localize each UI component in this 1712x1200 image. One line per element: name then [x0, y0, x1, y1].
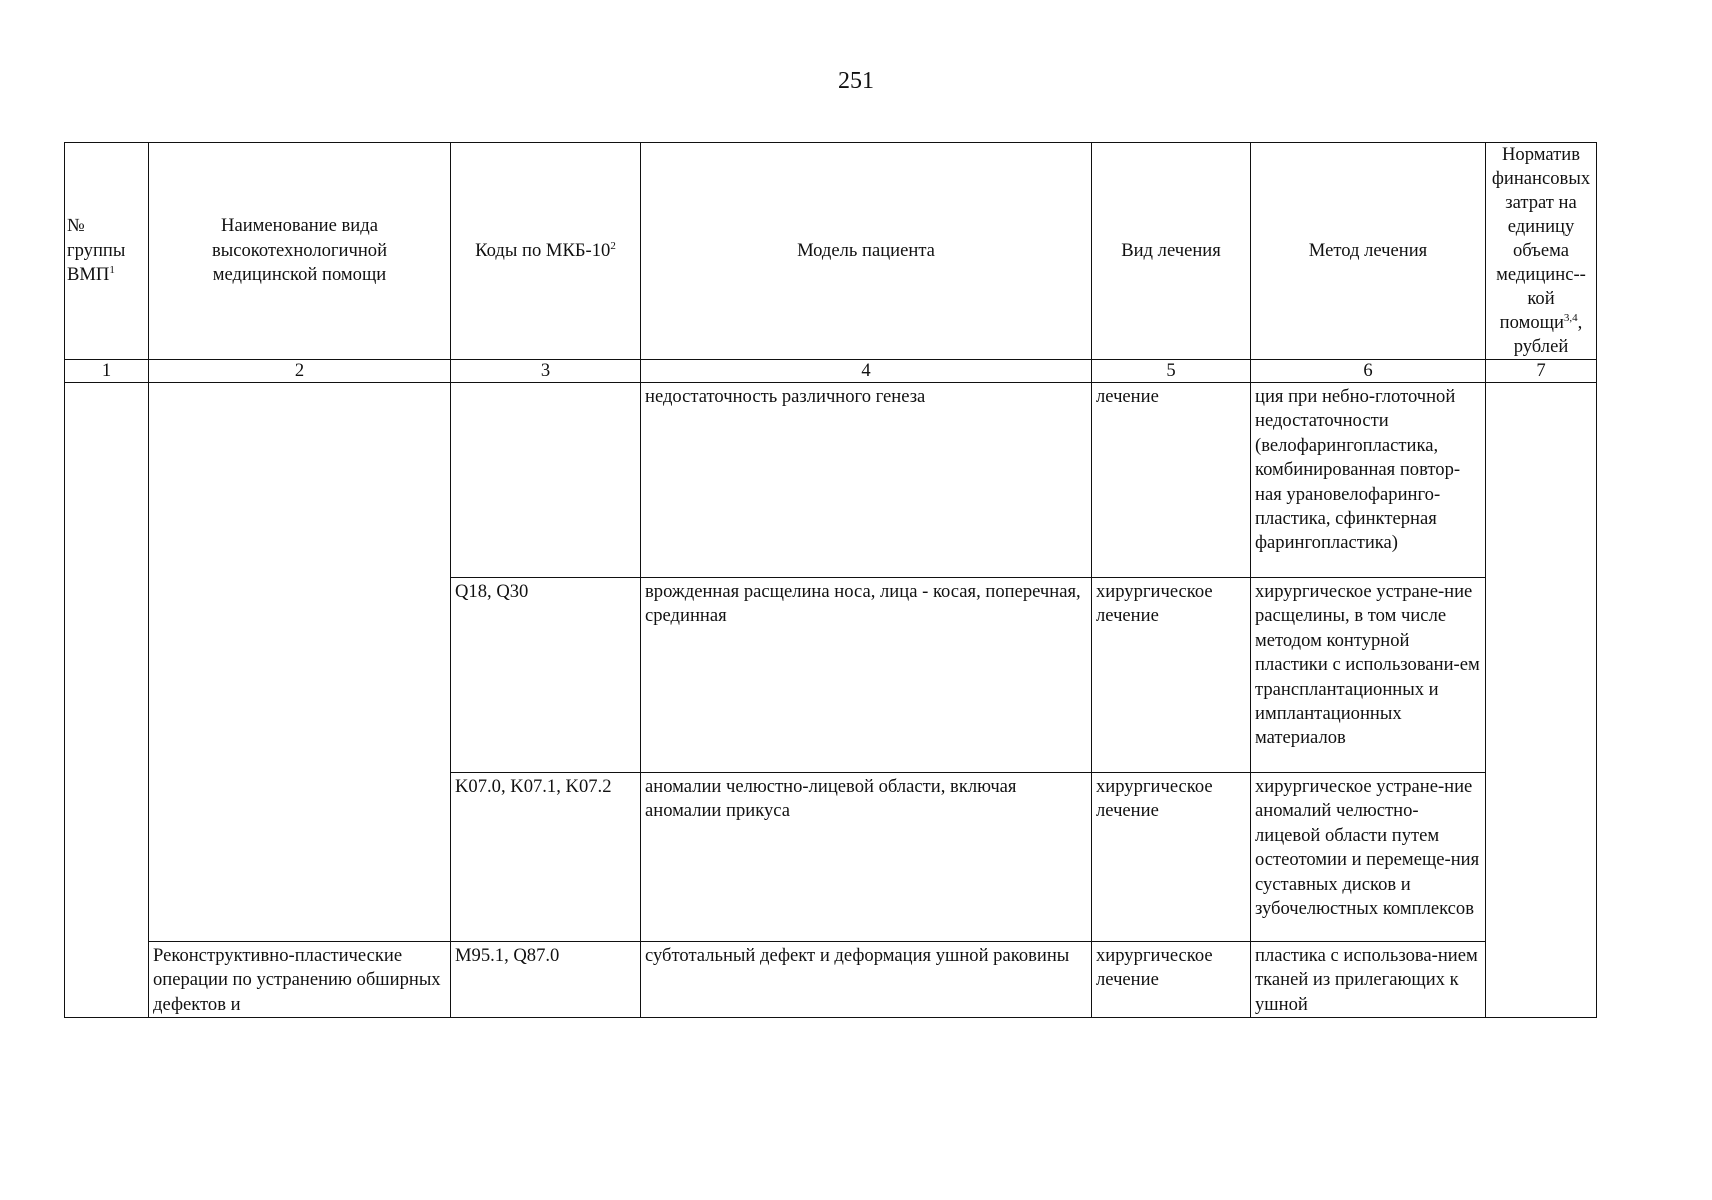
header-group-number: № группы ВМП$^1$	[65, 143, 149, 360]
vmp-table	[64, 142, 1597, 1018]
icd-codes-cell: M95.1, Q87.0	[451, 942, 641, 1018]
header-treatment-method: Метод лечения	[1251, 143, 1486, 360]
page-number: 251	[838, 68, 874, 94]
icd-codes-cell: Q18, Q30	[451, 578, 641, 773]
header-treatment-kind: Вид лечения	[1092, 143, 1251, 360]
patient-model-cell: недостаточность различного генеза	[641, 383, 1092, 578]
table-row	[65, 383, 1597, 578]
treatment-method-cell: хирургическое устране-ние аномалий челюстно-лицевой области путем остеотомии и перемеще-ния суставных дисков и зубочелюстных комплексов	[1251, 773, 1486, 942]
column-number: 6	[1251, 360, 1486, 383]
column-number-row	[65, 360, 1597, 383]
treatment-kind-cell: лечение	[1092, 383, 1251, 578]
column-number: 7	[1486, 360, 1597, 383]
column-number: 4	[641, 360, 1092, 383]
column-number: 3	[451, 360, 641, 383]
table-row	[65, 942, 1597, 1018]
column-number: 5	[1092, 360, 1251, 383]
header-care-type-name: Наименование вида высокотехнологичной медицинской помощи	[149, 143, 451, 360]
cost-norm-cell	[1486, 383, 1597, 1018]
patient-model-cell: аномалии челюстно-лицевой области, включая аномалии прикуса	[641, 773, 1092, 942]
treatment-method-cell: пластика с использова-нием тканей из прилегающих к ушной	[1251, 942, 1486, 1018]
care-type-name-cell: Реконструктивно-пластические операции по устранению обширных дефектов и	[149, 942, 451, 1018]
header-row	[65, 143, 1597, 360]
treatment-kind-cell: хирургическое лечение	[1092, 942, 1251, 1018]
column-number: 2	[149, 360, 451, 383]
group-number-cell	[65, 383, 149, 1018]
care-type-name-cell	[149, 383, 451, 942]
treatment-kind-cell: хирургическое лечение	[1092, 578, 1251, 773]
treatment-method-cell: хирургическое устране-ние расщелины, в том числе методом контурной пластики с использовани-ем трансплантационных и имплантационных материалов	[1251, 578, 1486, 773]
column-number: 1	[65, 360, 149, 383]
patient-model-cell: субтотальный дефект и деформация ушной раковины	[641, 942, 1092, 1018]
header-icd-codes: Коды по МКБ-$10^2$	[451, 143, 641, 360]
header-cost-norm: Норматив финансовых затрат на единицу объема медицинс--кой помощи$^{3,4}$, рублей	[1486, 143, 1597, 360]
treatment-kind-cell: хирургическое лечение	[1092, 773, 1251, 942]
icd-codes-cell: K07.0, K07.1, K07.2	[451, 773, 641, 942]
icd-codes-cell	[451, 383, 641, 578]
header-patient-model: Модель пациента	[641, 143, 1092, 360]
patient-model-cell: врожденная расщелина носа, лица - косая, поперечная, срединная	[641, 578, 1092, 773]
treatment-method-cell: ция при небно-глоточной недостаточности (велофарингопластика, комбинированная повтор-ная урановелофаринго-пластика, сфинктерная фарингопластика)	[1251, 383, 1486, 578]
